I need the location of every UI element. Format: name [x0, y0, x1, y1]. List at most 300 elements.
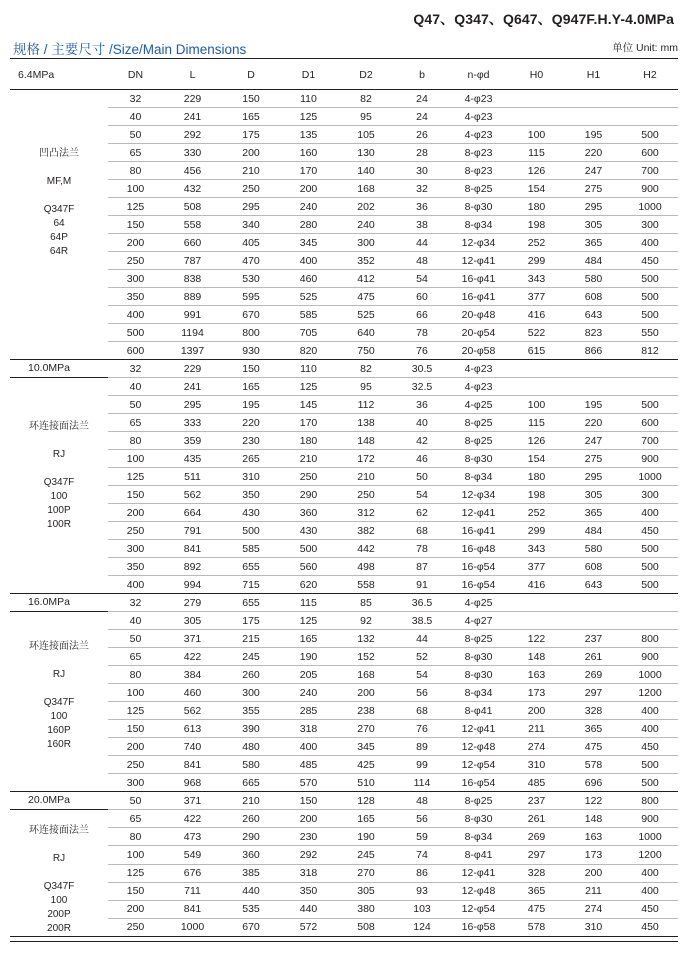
- table-cell: 32: [108, 90, 163, 108]
- table-cell: 152: [337, 648, 395, 666]
- table-cell: [622, 378, 678, 396]
- table-cell: 240: [280, 198, 337, 216]
- table-cell: 8-φ34: [449, 684, 508, 702]
- flange-model-line: 100P: [47, 505, 71, 516]
- table-cell: 200: [108, 234, 163, 252]
- table-cell: 48: [395, 792, 449, 810]
- table-cell: 279: [163, 594, 222, 612]
- table-cell: 12-φ34: [449, 486, 508, 504]
- flange-model-line: [10, 866, 108, 880]
- table-cell: 54: [395, 666, 449, 684]
- pressure-rating: 20.0MPa: [10, 792, 108, 810]
- table-cell: 508: [163, 198, 222, 216]
- table-cell: 163: [565, 828, 622, 846]
- table-cell: 150: [222, 90, 280, 108]
- table-cell: 95: [337, 108, 395, 126]
- flange-model-line: [10, 838, 108, 852]
- table-cell: 405: [222, 234, 280, 252]
- table-cell: 578: [565, 756, 622, 774]
- table-cell: 16-φ54: [449, 558, 508, 576]
- flange-model-line: MF,M: [46, 176, 72, 187]
- table-cell: [565, 594, 622, 612]
- table-cell: 670: [222, 306, 280, 324]
- table-cell: 305: [337, 882, 395, 900]
- table-cell: 16-φ54: [449, 774, 508, 792]
- table-cell: 305: [565, 216, 622, 234]
- table-cell: 400: [622, 864, 678, 882]
- table-cell: 297: [565, 684, 622, 702]
- table-row: [10, 360, 678, 378]
- table-cell: 150: [222, 360, 280, 378]
- table-cell: 240: [337, 216, 395, 234]
- table-cell: 800: [622, 792, 678, 810]
- table-cell: 295: [222, 198, 280, 216]
- table-cell: 59: [395, 828, 449, 846]
- top-rule: [10, 58, 678, 59]
- table-cell: 841: [163, 540, 222, 558]
- table-cell: 241: [163, 378, 222, 396]
- table-cell: 352: [337, 252, 395, 270]
- table-row: [10, 810, 678, 828]
- table-cell: 299: [508, 522, 565, 540]
- table-cell: 195: [565, 396, 622, 414]
- table-cell: 595: [222, 288, 280, 306]
- pressure-group-label: [10, 594, 108, 792]
- table-cell: 56: [395, 810, 449, 828]
- table-cell: 500: [622, 306, 678, 324]
- table-row: [10, 594, 678, 612]
- table-cell: 442: [337, 540, 395, 558]
- table-cell: 823: [565, 324, 622, 342]
- table-cell: 8-φ34: [449, 216, 508, 234]
- table-cell: 892: [163, 558, 222, 576]
- table-cell: 1397: [163, 342, 222, 360]
- table-cell: 889: [163, 288, 222, 306]
- table-cell: 1000: [622, 666, 678, 684]
- table-cell: 125: [108, 702, 163, 720]
- table-row: [10, 522, 678, 540]
- table-cell: 56: [395, 684, 449, 702]
- table-cell: 300: [622, 486, 678, 504]
- table-cell: [622, 594, 678, 612]
- table-cell: 229: [163, 360, 222, 378]
- table-cell: 8-φ25: [449, 180, 508, 198]
- column-header: D2: [337, 60, 395, 90]
- table-cell: 295: [565, 468, 622, 486]
- flange-model-lines: [10, 378, 108, 532]
- table-cell: 655: [222, 558, 280, 576]
- table-cell: 705: [280, 324, 337, 342]
- table-cell: 8-φ23: [449, 162, 508, 180]
- table-row: [10, 666, 678, 684]
- table-row: [10, 162, 678, 180]
- table-row: [10, 144, 678, 162]
- table-cell: 115: [280, 594, 337, 612]
- flange-model-line: [10, 810, 108, 824]
- table-cell: 202: [337, 198, 395, 216]
- table-cell: 200: [222, 144, 280, 162]
- table-cell: 285: [280, 702, 337, 720]
- table-cell: 65: [108, 810, 163, 828]
- table-cell: 12-φ41: [449, 504, 508, 522]
- table-cell: 365: [565, 504, 622, 522]
- table-cell: [565, 612, 622, 630]
- table-row: [10, 846, 678, 864]
- table-cell: 600: [108, 342, 163, 360]
- flange-model-line: 100: [50, 895, 68, 906]
- table-cell: 65: [108, 144, 163, 162]
- table-cell: 269: [508, 828, 565, 846]
- table-cell: 500: [280, 540, 337, 558]
- table-cell: 65: [108, 414, 163, 432]
- table-cell: 132: [337, 630, 395, 648]
- table-cell: 412: [337, 270, 395, 288]
- table-row: [10, 756, 678, 774]
- table-row: [10, 378, 678, 396]
- table-row: [10, 252, 678, 270]
- table-cell: 74: [395, 846, 449, 864]
- table-cell: 345: [280, 234, 337, 252]
- table-cell: 66: [395, 306, 449, 324]
- table-cell: 400: [108, 306, 163, 324]
- table-cell: 168: [337, 666, 395, 684]
- table-cell: [565, 90, 622, 108]
- table-cell: 485: [508, 774, 565, 792]
- table-cell: 1000: [622, 468, 678, 486]
- table-cell: 245: [337, 846, 395, 864]
- table-cell: 300: [337, 234, 395, 252]
- flange-model-line: [10, 378, 108, 392]
- table-row: [10, 126, 678, 144]
- table-cell: 558: [337, 576, 395, 594]
- table-cell: 562: [163, 486, 222, 504]
- table-cell: 535: [222, 900, 280, 918]
- table-cell: 16-φ58: [449, 918, 508, 936]
- table-cell: 500: [622, 540, 678, 558]
- pressure-group-label: [10, 360, 108, 594]
- table-cell: 247: [565, 162, 622, 180]
- table-cell: 930: [222, 342, 280, 360]
- table-cell: 994: [163, 576, 222, 594]
- table-cell: 318: [280, 720, 337, 738]
- table-cell: 138: [337, 414, 395, 432]
- table-cell: 24: [395, 108, 449, 126]
- table-cell: 600: [622, 414, 678, 432]
- table-cell: 430: [280, 522, 337, 540]
- table-cell: 328: [565, 702, 622, 720]
- table-cell: 125: [108, 198, 163, 216]
- table-cell: 800: [622, 630, 678, 648]
- table-cell: 93: [395, 882, 449, 900]
- table-cell: 485: [280, 756, 337, 774]
- table-cell: 200: [280, 810, 337, 828]
- table-cell: 371: [163, 792, 222, 810]
- table-cell: 165: [222, 378, 280, 396]
- table-cell: 500: [622, 558, 678, 576]
- column-header: H0: [508, 60, 565, 90]
- dimensions-table: [10, 60, 678, 937]
- table-cell: 664: [163, 504, 222, 522]
- table-body: [10, 90, 678, 937]
- table-cell: 250: [108, 252, 163, 270]
- table-cell: 12-φ41: [449, 864, 508, 882]
- table-cell: 128: [337, 792, 395, 810]
- table-cell: 299: [508, 252, 565, 270]
- column-header-pressure: 6.4MPa: [10, 60, 108, 90]
- table-cell: [508, 360, 565, 378]
- table-cell: 456: [163, 162, 222, 180]
- table-cell: 8-φ25: [449, 414, 508, 432]
- table-cell: 78: [395, 540, 449, 558]
- table-cell: 640: [337, 324, 395, 342]
- table-cell: 130: [337, 144, 395, 162]
- table-cell: 173: [565, 846, 622, 864]
- table-cell: 4-φ23: [449, 108, 508, 126]
- table-row: [10, 306, 678, 324]
- table-cell: 154: [508, 180, 565, 198]
- table-cell: 300: [108, 774, 163, 792]
- table-cell: 500: [622, 126, 678, 144]
- table-cell: 150: [108, 882, 163, 900]
- table-row: [10, 180, 678, 198]
- table-cell: 422: [163, 810, 222, 828]
- table-cell: 740: [163, 738, 222, 756]
- table-cell: 580: [222, 756, 280, 774]
- table-cell: 50: [108, 126, 163, 144]
- column-header: D: [222, 60, 280, 90]
- table-cell: 80: [108, 432, 163, 450]
- table-row: [10, 918, 678, 936]
- flange-model-line: [10, 434, 108, 448]
- section-subtitle: 规格 / 主要尺寸 /Size/Main Dimensions: [13, 42, 247, 57]
- table-cell: 165: [337, 810, 395, 828]
- table-cell: 165: [280, 630, 337, 648]
- document-title: Q47、Q347、Q647、Q947F.H.Y-4.0MPa: [413, 11, 674, 27]
- table-cell: 100: [108, 450, 163, 468]
- table-cell: 85: [337, 594, 395, 612]
- table-cell: 210: [222, 792, 280, 810]
- table-cell: 812: [622, 342, 678, 360]
- table-row: [10, 450, 678, 468]
- flange-model-line: 100: [50, 491, 68, 502]
- column-header: n-φd: [449, 60, 508, 90]
- table-cell: 500: [622, 288, 678, 306]
- table-cell: 260: [222, 810, 280, 828]
- table-cell: 124: [395, 918, 449, 936]
- table-cell: 240: [280, 684, 337, 702]
- flange-model-line: [10, 119, 108, 133]
- table-cell: 247: [565, 432, 622, 450]
- table-cell: 8-φ30: [449, 810, 508, 828]
- table-row: [10, 324, 678, 342]
- table-cell: 480: [222, 738, 280, 756]
- flange-model-line: 64R: [49, 246, 69, 257]
- flange-model-line: Q347F: [43, 881, 75, 892]
- table-cell: 676: [163, 864, 222, 882]
- table-row: [10, 612, 678, 630]
- table-row: [10, 738, 678, 756]
- table-cell: 24: [395, 90, 449, 108]
- table-cell: 450: [622, 900, 678, 918]
- table-row: [10, 216, 678, 234]
- table-row: [10, 684, 678, 702]
- table-cell: [565, 378, 622, 396]
- table-cell: 484: [565, 522, 622, 540]
- table-cell: 558: [163, 216, 222, 234]
- table-cell: 525: [280, 288, 337, 306]
- table-cell: 377: [508, 558, 565, 576]
- table-cell: 270: [337, 864, 395, 882]
- table-cell: 76: [395, 342, 449, 360]
- table-cell: 50: [395, 468, 449, 486]
- table-cell: 450: [622, 522, 678, 540]
- table-cell: 841: [163, 900, 222, 918]
- table-cell: 345: [337, 738, 395, 756]
- table-cell: 198: [508, 486, 565, 504]
- table-cell: 562: [163, 702, 222, 720]
- table-cell: 200: [108, 504, 163, 522]
- table-cell: 125: [280, 378, 337, 396]
- table-cell: 600: [622, 144, 678, 162]
- table-cell: 4-φ23: [449, 360, 508, 378]
- table-cell: 8-φ25: [449, 432, 508, 450]
- table-cell: 115: [508, 144, 565, 162]
- table-cell: 190: [280, 648, 337, 666]
- table-cell: 8-φ30: [449, 648, 508, 666]
- table-cell: 450: [622, 252, 678, 270]
- table-cell: 416: [508, 576, 565, 594]
- table-cell: 114: [395, 774, 449, 792]
- table-cell: 384: [163, 666, 222, 684]
- table-cell: 115: [508, 414, 565, 432]
- table-cell: 305: [565, 486, 622, 504]
- table-cell: 665: [222, 774, 280, 792]
- table-cell: 1200: [622, 846, 678, 864]
- table-cell: 20-φ58: [449, 342, 508, 360]
- flange-model-line: 凹凸法兰: [39, 148, 79, 159]
- table-cell: 95: [337, 378, 395, 396]
- table-cell: 16-φ48: [449, 540, 508, 558]
- table-cell: 1000: [163, 918, 222, 936]
- table-cell: 838: [163, 270, 222, 288]
- flange-model-line: [10, 682, 108, 696]
- table-cell: 265: [222, 450, 280, 468]
- table-row: [10, 828, 678, 846]
- flange-model-line: [10, 462, 108, 476]
- table-cell: 390: [222, 720, 280, 738]
- table-cell: 200: [280, 180, 337, 198]
- table-cell: 238: [337, 702, 395, 720]
- table-cell: 150: [280, 792, 337, 810]
- table-cell: 172: [337, 450, 395, 468]
- table-cell: 8-φ34: [449, 468, 508, 486]
- table-cell: 8-φ30: [449, 450, 508, 468]
- table-cell: 148: [508, 648, 565, 666]
- table-cell: 20-φ54: [449, 324, 508, 342]
- table-cell: 38: [395, 216, 449, 234]
- table-cell: 173: [508, 684, 565, 702]
- column-header: H2: [622, 60, 678, 90]
- table-cell: [508, 612, 565, 630]
- table-cell: 280: [280, 216, 337, 234]
- table-cell: 570: [280, 774, 337, 792]
- table-cell: 340: [222, 216, 280, 234]
- table-cell: 510: [337, 774, 395, 792]
- table-cell: 578: [508, 918, 565, 936]
- table-cell: 580: [565, 540, 622, 558]
- table-cell: 1200: [622, 684, 678, 702]
- table-cell: 275: [565, 450, 622, 468]
- table-row: [10, 540, 678, 558]
- table-cell: 300: [108, 270, 163, 288]
- table-cell: 32: [108, 360, 163, 378]
- flange-model-line: RJ: [52, 669, 66, 680]
- table-cell: 8-φ30: [449, 666, 508, 684]
- table-cell: 585: [280, 306, 337, 324]
- table-cell: 245: [222, 648, 280, 666]
- table-cell: 36: [395, 198, 449, 216]
- table-cell: 275: [565, 180, 622, 198]
- table-cell: 80: [108, 666, 163, 684]
- table-cell: 696: [565, 774, 622, 792]
- table-cell: 500: [622, 756, 678, 774]
- table-cell: 900: [622, 648, 678, 666]
- table-cell: 670: [222, 918, 280, 936]
- table-cell: 643: [565, 576, 622, 594]
- table-cell: [508, 108, 565, 126]
- flange-model-line: [10, 612, 108, 626]
- table-cell: 416: [508, 306, 565, 324]
- table-cell: 422: [163, 648, 222, 666]
- flange-model-lines: [10, 91, 108, 259]
- table-cell: 170: [280, 414, 337, 432]
- table-cell: 585: [222, 540, 280, 558]
- table-cell: 608: [565, 558, 622, 576]
- table-cell: 549: [163, 846, 222, 864]
- table-cell: 4-φ23: [449, 126, 508, 144]
- table-cell: 76: [395, 720, 449, 738]
- table-cell: 350: [222, 486, 280, 504]
- table-cell: 99: [395, 756, 449, 774]
- table-cell: 28: [395, 144, 449, 162]
- table-cell: 866: [565, 342, 622, 360]
- table-cell: 8-φ30: [449, 198, 508, 216]
- pressure-group-label: [10, 792, 108, 937]
- table-cell: 270: [337, 720, 395, 738]
- table-cell: 4-φ25: [449, 594, 508, 612]
- table-cell: 359: [163, 432, 222, 450]
- table-cell: 250: [108, 522, 163, 540]
- table-cell: 435: [163, 450, 222, 468]
- table-cell: [622, 360, 678, 378]
- table-cell: 310: [222, 468, 280, 486]
- table-cell: 16-φ41: [449, 288, 508, 306]
- table-cell: 30: [395, 162, 449, 180]
- table-cell: 86: [395, 864, 449, 882]
- table-cell: 4-φ23: [449, 90, 508, 108]
- table-cell: 360: [280, 504, 337, 522]
- bottom-rule: [10, 941, 678, 942]
- table-cell: 50: [108, 792, 163, 810]
- table-cell: 400: [622, 882, 678, 900]
- table-cell: 12-φ54: [449, 900, 508, 918]
- table-cell: 425: [337, 756, 395, 774]
- table-row: [10, 414, 678, 432]
- table-cell: 36: [395, 396, 449, 414]
- table-cell: 250: [108, 918, 163, 936]
- table-cell: 30.5: [395, 360, 449, 378]
- table-cell: 261: [508, 810, 565, 828]
